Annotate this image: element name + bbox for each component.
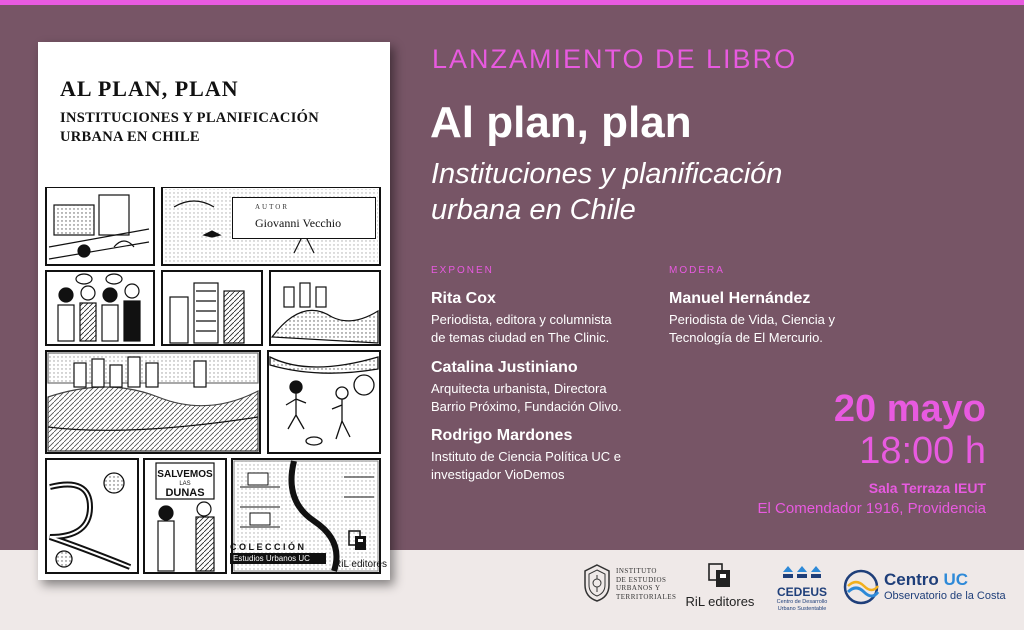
centro-uc-logo-icon (842, 568, 880, 606)
speaker-description (431, 448, 661, 484)
speaker-3 (431, 427, 661, 484)
comic-illustration (44, 187, 387, 575)
centro-uc-subtitle: Observatorio de la Costa (884, 590, 1006, 602)
cedeus-tagline-line1: Centro de Desarrollo (776, 599, 828, 605)
centro-uc-logo (842, 568, 1012, 608)
ieut-name-line2: DE ESTUDIOS (616, 575, 667, 584)
centro-word: Centro (884, 570, 944, 589)
cedeus-name: CEDEUS (776, 585, 827, 599)
book-publisher-logo (334, 530, 387, 570)
event-venue: Sala Terraza IEUT (868, 480, 986, 496)
book-title: AL PLAN, PLAN (60, 76, 239, 101)
book-subtitle-line1: INSTITUCIONES Y PLANIFICACIÓN (60, 110, 320, 126)
moderator-description-line1: Periodista de Vida, Ciencia y (669, 312, 835, 327)
cedeus-logo (774, 562, 830, 612)
event-date: 20 mayo (833, 388, 986, 430)
book-subtitle-line2: URBANA EN CHILE (60, 129, 200, 145)
protest-sign-line1: SALVEMOS (157, 469, 213, 480)
book-subtitle (60, 109, 370, 147)
event-address: El Comendador 1916, Providencia (757, 500, 986, 517)
ieut-name-line3: URBANOS Y (616, 584, 661, 592)
speaker-description (431, 380, 661, 416)
speaker-1 (431, 290, 661, 347)
speaker-name: Rodrigo Mardones (431, 427, 573, 444)
speaker-description-line1: Arquitecta urbanista, Directora (431, 381, 607, 396)
ieut-name-line1: INSTITUTO (616, 567, 657, 575)
event-time: 18:00 h (859, 430, 986, 472)
cedeus-tagline (774, 599, 830, 612)
speaker-name: Catalina Justiniano (431, 359, 578, 376)
exponen-heading: EXPONEN (431, 265, 494, 276)
uc-word: UC (943, 570, 969, 589)
collection-name: Estudios Urbanos UC (230, 553, 326, 564)
ieut-name-line4: TERRITORIALES (616, 592, 677, 601)
speaker-description-line2: investigador VioDemos (431, 467, 565, 482)
author-box (232, 197, 376, 239)
modera-heading: MODERA (669, 265, 725, 276)
cedeus-tagline-line2: Urbano Sustentable (777, 605, 827, 612)
speaker-description-line2: de temas ciudad en The Clinic. (431, 330, 610, 345)
speaker-description-line1: Instituto de Ciencia Política UC e (431, 449, 622, 464)
speaker-description (431, 311, 661, 347)
event-title: Al plan, plan (430, 98, 692, 147)
event-eyebrow: LANZAMIENTO DE LIBRO (432, 44, 798, 74)
ril-logo-icon (348, 530, 368, 552)
moderator-name: Manuel Hernández (669, 290, 811, 307)
ieut-seal-icon (582, 563, 612, 603)
collection-label (230, 542, 326, 564)
cedeus-logo-icon (780, 562, 824, 580)
book-cover (38, 42, 390, 580)
moderator-description-line2: Tecnología de El Mercurio. (669, 330, 823, 345)
protest-sign-line3: DUNAS (165, 487, 205, 499)
event-subtitle-line2: urbana en Chile (431, 194, 636, 226)
moderator-description (669, 311, 899, 347)
speaker-description-line2: Barrio Próximo, Fundación Olivo. (431, 399, 622, 414)
centro-uc-name (884, 570, 968, 590)
moderator (669, 290, 899, 347)
collection-title: COLECCIÓN (230, 542, 307, 552)
event-subtitle (431, 156, 871, 228)
ril-editores-name: RiL editores (685, 594, 755, 609)
ril-editores-logo (680, 563, 760, 609)
speaker-description-line1: Periodista, editora y columnista (431, 312, 612, 327)
book-publisher-name: RiL editores (334, 559, 387, 570)
author-name: Giovanni Vecchio (255, 216, 342, 230)
author-label: AUTOR (255, 203, 289, 211)
speaker-2 (431, 359, 661, 416)
ril-logo-icon (708, 563, 732, 589)
protest-sign-line2: LAS (179, 481, 191, 487)
speaker-name: Rita Cox (431, 290, 496, 307)
event-subtitle-line1: Instituciones y planificación (431, 158, 783, 190)
